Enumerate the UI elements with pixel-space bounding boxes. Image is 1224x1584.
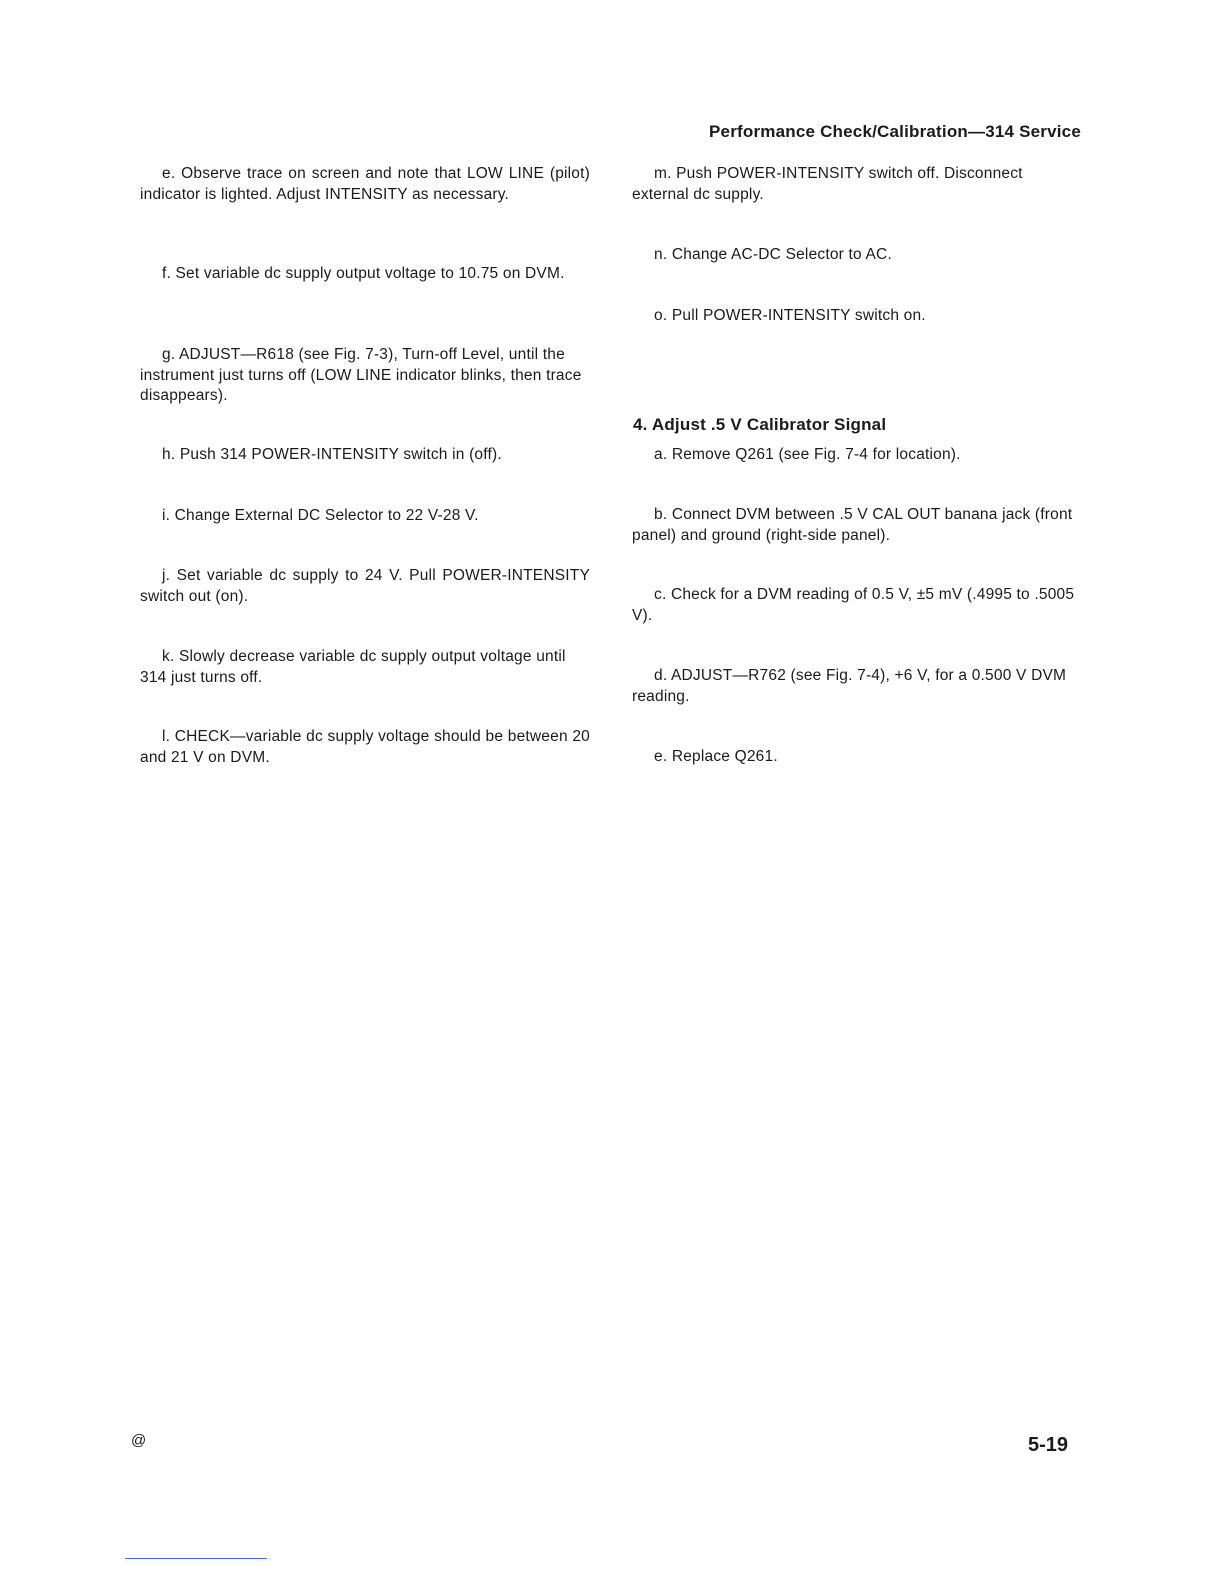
- page-header-title: Performance Check/Calibration—314 Service: [709, 122, 1081, 141]
- step-i-change-selector: i. Change External DC Selector to 22 V-28 V.: [162, 507, 479, 524]
- footer-rule: [125, 1558, 267, 1559]
- step-m-push-switch-off: m. Push POWER-INTENSITY switch off. Disconnect external dc supply.: [632, 165, 1023, 203]
- page-number: 5-19: [1027, 1434, 1068, 1456]
- step-g-adjust-r618: g. ADJUST—R618 (see Fig. 7-3), Turn-off Level, until the instrument just turns off (LOW LINE indicator blinks, then trace disappears).: [140, 346, 582, 404]
- step-k-decrease-voltage: k. Slowly decrease variable dc supply output voltage until 314 just turns off.: [140, 648, 566, 686]
- step-f-set-supply: f. Set variable dc supply output voltage to 10.75 on DVM.: [162, 265, 565, 282]
- step-d-adjust-r762: d. ADJUST—R762 (see Fig. 7-4), +6 V, for a 0.500 V DVM reading.: [632, 667, 1067, 705]
- step-l-check-voltage: l. CHECK—variable dc supply voltage should be between 20 and 21 V on DVM.: [140, 728, 590, 766]
- step-e-observe-trace: e. Observe trace on screen and note that LOW LINE (pilot) indicator is lighted. Adjust INTENSITY as necessary.: [140, 165, 590, 203]
- step-c-check-reading: c. Check for a DVM reading of 0.5 V, ±5 mV (.4995 to .5005 V).: [632, 586, 1075, 624]
- step-j-set-supply-24v: j. Set variable dc supply to 24 V. Pull POWER-INTENSITY switch out (on).: [140, 567, 590, 605]
- step-b-connect-dvm: b. Connect DVM between .5 V CAL OUT banana jack (front panel) and ground (right-side panel).: [632, 506, 1073, 544]
- footer-mark: @: [131, 1432, 147, 1449]
- step-o-pull-switch-on: o. Pull POWER-INTENSITY switch on.: [654, 307, 926, 324]
- step-n-change-ac-dc: n. Change AC-DC Selector to AC.: [654, 246, 892, 263]
- step-e-replace-q261: e. Replace Q261.: [654, 748, 778, 765]
- section-heading-calibrator: 4. Adjust .5 V Calibrator Signal: [633, 415, 887, 434]
- step-h-push-switch: h. Push 314 POWER-INTENSITY switch in (off).: [162, 446, 502, 463]
- step-a-remove-q261: a. Remove Q261 (see Fig. 7-4 for location).: [654, 446, 961, 463]
